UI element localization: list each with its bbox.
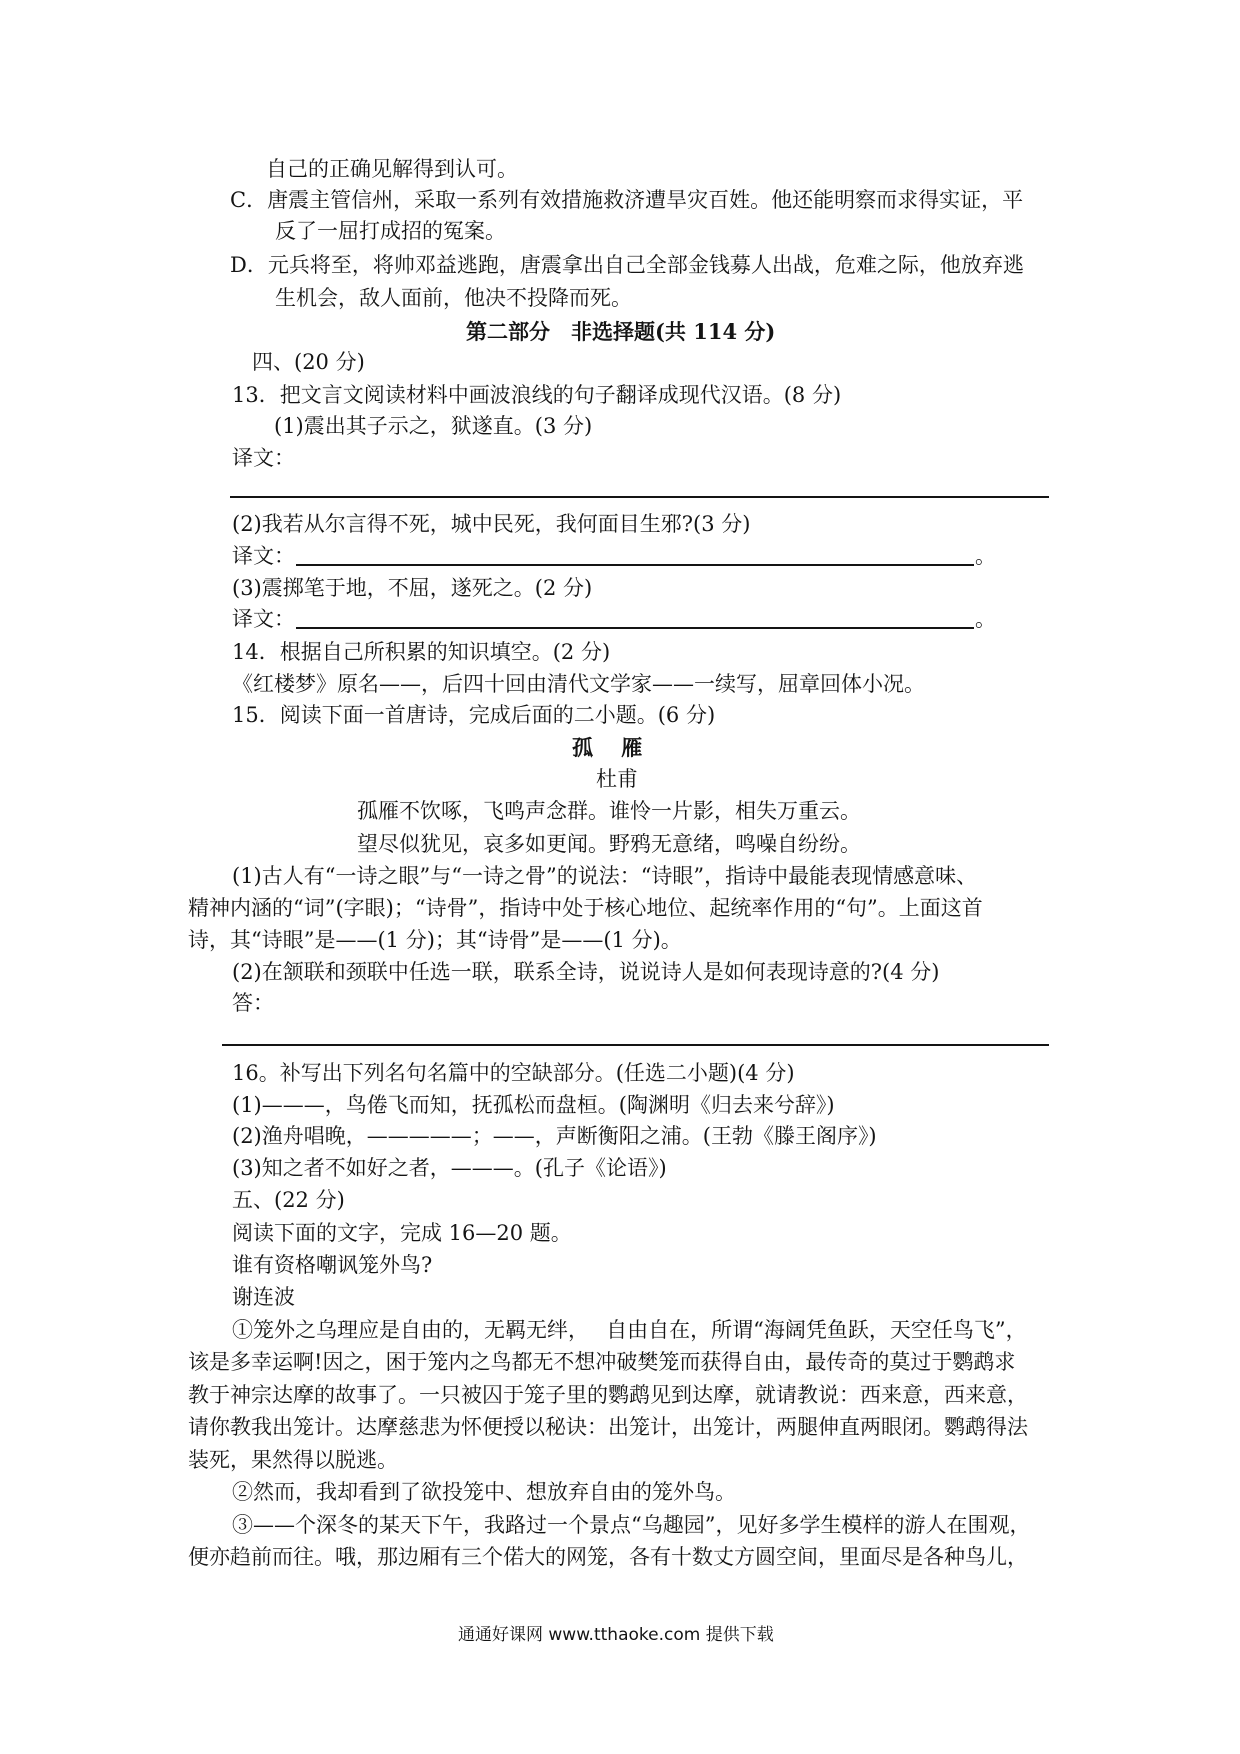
- section5-instruction: 阅读下面的文字，完成 16—20 题。: [232, 1221, 572, 1245]
- option-c-line1: C．唐震主管信州，采取一系列有效措施救济遭旱灾百姓。他还能明察而求得实证，平: [230, 188, 1024, 212]
- paragraph-1-line4: 请你教我出笼计。达摩慈悲为怀便授以秘诀：出笼计，出笼计，两腿伸直两眼闭。鹦鹉得法: [188, 1415, 1028, 1439]
- answer-line-15-2: [222, 1044, 1049, 1046]
- answer-line-13-3: [296, 627, 974, 629]
- paragraph-1-line5: 装死，果然得以脱逃。: [188, 1448, 398, 1472]
- answer-line-13-2: [296, 564, 974, 566]
- poem-line-1: 孤雁不饮啄，飞鸣声念群。谁怜一片影，相失万重云。: [357, 799, 861, 823]
- question-16: 16。补写出下列名句名篇中的空缺部分。(任选二小题)(4 分): [232, 1061, 795, 1085]
- option-b-tail: 自己的正确见解得到认可。: [266, 157, 518, 181]
- paragraph-1-line1: ①笼外之乌理应是自由的，无羁无绊， 自由自在，所谓“海阔凭鱼跃，天空任鸟飞”，: [232, 1318, 1027, 1342]
- question-16-3: (3)知之者不如好之者，———。(孔子《论语》): [232, 1156, 667, 1180]
- question-15-2: (2)在颔联和颈联中任选一联，联系全诗，说说诗人是如何表现诗意的?(4 分): [232, 960, 940, 984]
- end-mark-2: 。: [975, 544, 996, 568]
- option-c-line2: 反了一屈打成招的冤案。: [275, 219, 506, 243]
- page-footer: 通通好课网 www.tthaoke.com 提供下载: [458, 1625, 774, 1645]
- article-author: 谢连波: [232, 1285, 295, 1309]
- article-title: 谁有资格嘲讽笼外鸟?: [232, 1253, 433, 1277]
- question-13: 13．把文言文阅读材料中画波浪线的句子翻译成现代汉语。(8 分): [232, 383, 842, 407]
- question-15-1-line1: (1)古人有“一诗之眼”与“一诗之骨”的说法：“诗眼”，指诗中最能表现情感意味、: [232, 864, 978, 888]
- part2-title: 第二部分 非选择题(共 114 分): [466, 319, 776, 344]
- section4-heading: 四、(20 分): [252, 350, 365, 374]
- paragraph-1-line2: 该是多幸运啊!因之，困于笼内之鸟都无不想冲破樊笼而获得自由，最传奇的莫过于鹦鹉求: [188, 1350, 1016, 1374]
- question-14-text: 《红楼梦》原名——，后四十回由清代文学家——一续写，屈章回体小况。: [232, 672, 925, 696]
- question-16-1: (1)———，鸟倦飞而知，抚孤松而盘桓。(陶渊明《归去来兮辞》): [232, 1093, 835, 1117]
- paragraph-3-line2: 便亦趋前而往。哦，那边厢有三个偌大的网笼，各有十数丈方圆空间，里面尽是各种鸟儿，: [188, 1545, 1028, 1569]
- question-15-1-line2: 精神内涵的“词”(字眼)；“诗骨”，指诗中处于核心地位、起统率作用的“句”。上面这首: [188, 896, 983, 920]
- question-13-1: (1)震出其子示之，狱遂直。(3 分): [274, 414, 593, 438]
- poem-author: 杜甫: [596, 767, 638, 791]
- translation-label-3: 译文：: [232, 607, 295, 631]
- question-15-1-line3: 诗，其“诗眼”是——(1 分)；其“诗骨”是——(1 分)。: [188, 928, 682, 952]
- answer-label: 答：: [232, 991, 274, 1015]
- option-d-line1: D．元兵将至，将帅邓益逃跑，唐震拿出自己全部金钱募人出战，危难之际，他放弃逃: [230, 253, 1024, 277]
- paragraph-1-line3: 教于神宗达摩的故事了。一只被囚于笼子里的鹦鹉见到达摩，就请教说：西来意，西来意，: [188, 1383, 1028, 1407]
- question-13-3: (3)震掷笔于地，不屈，遂死之。(2 分): [232, 576, 593, 600]
- question-15: 15．阅读下面一首唐诗，完成后面的二小题。(6 分): [232, 703, 716, 727]
- answer-line-13-1: [230, 496, 1049, 498]
- paragraph-3-line1: ③——个深冬的某天下午，我路过一个景点“乌趣园”，见好多学生模样的游人在围观，: [232, 1513, 1031, 1537]
- translation-label-1: 译文：: [232, 446, 295, 470]
- poem-line-2: 望尽似犹见，哀多如更闻。野鸦无意绪，鸣噪自纷纷。: [357, 832, 861, 856]
- translation-label-2: 译文：: [232, 544, 295, 568]
- section5-heading: 五、(22 分): [232, 1188, 345, 1212]
- poem-title: 孤 雁: [572, 735, 643, 760]
- question-16-2: (2)渔舟唱晚，—————；——，声断衡阳之浦。(王勃《滕王阁序》): [232, 1124, 877, 1148]
- question-13-2: (2)我若从尔言得不死，城中民死，我何面目生邪?(3 分): [232, 512, 751, 536]
- paragraph-2: ②然而，我却看到了欲投笼中、想放弃自由的笼外鸟。: [232, 1480, 736, 1504]
- option-d-line2: 生机会，敌人面前，他决不投降而死。: [275, 286, 632, 310]
- end-mark-3: 。: [975, 607, 996, 631]
- question-14: 14．根据自己所积累的知识填空。(2 分): [232, 640, 611, 664]
